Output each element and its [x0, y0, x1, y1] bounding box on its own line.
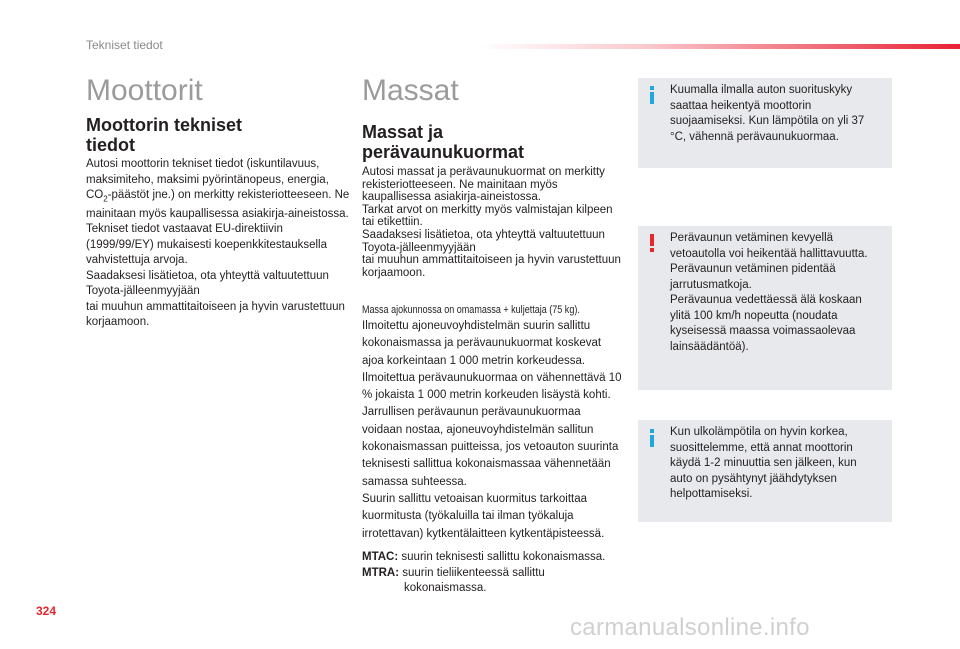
header-title: Tekniset tiedot: [86, 38, 163, 52]
subtitle-masses-line2: perävaunukuormat: [362, 142, 525, 162]
section-title-engines: Moottorit: [86, 74, 203, 107]
mtra-definition: [362, 566, 605, 582]
subtitle-engine-line2: tiedot: [86, 135, 135, 155]
mtac-text: suurin teknisesti sallittu kokonaismassa.: [401, 551, 606, 563]
mtra-text-2: kokonaismassa.: [404, 582, 487, 594]
header-accent-line: [480, 44, 960, 49]
page-number: 324: [36, 604, 57, 618]
mtra-label: MTRA:: [362, 566, 400, 579]
engine-para-sub: 2: [103, 194, 108, 204]
subtitle-engine-specs: [86, 115, 242, 155]
warning-icon: [648, 234, 656, 252]
note-box-hot-weather: [638, 78, 892, 168]
section-title-masses: Massat: [362, 74, 459, 107]
engine-para-post: -päästöt jne.) on merkitty rekisteriotteeseen. Ne mainitaan myös kaupallisessa asiakirja-aineistossa. Tekniset tiedot vastaavat EU-direktiivin (1999/99/EY) mukaisesti koepenkkitestauksella vahvistettuja arvoja. Saadaksesi lisätietoa, ota yhteyttä valtuutettuun Toyota-jälleenmyyjään tai muuhun ammattitaitoiseen ja hyvin varustettuun korjaamoon.: [86, 189, 350, 329]
note-text-engine-cooling: Kun ulkolämpötila on hyvin korkea, suosittelemme, että annat moottorin käydä 1-2 minuuttia sen jälkeen, kun auto on pysähtynyt jäähdytyksen helpottamiseksi.: [670, 426, 857, 500]
subtitle-masses: [362, 122, 524, 162]
towing-paragraph: Ilmoitettu ajoneuvoyhdistelmän suurin sallittu kokonaismassa ja perävaunukuormat koskevat ajoa korkeintaan 1 000 metrin korkeudessa. Ilmoitettua perävaunukuormaa on vähennettävä 10 % jokaista 1 000 metrin korkeuden lisäystä kohti. Jarrullisen perävaunun perävaunukuormaa voidaan nostaa, ajoneuvoyhdistelmän sallitun kokonaismassan puitteissa, jos vetoauton suurinta teknisesti sallittua kokonaismassaa vähennetään samassa suhteessa. Suurin sallittu vetoaisan kuormitus tarkoittaa kuormitusta (työkaluilla tai ilman työkaluja irrotettavan) kytkentälaitteen kytkentäpisteessä.: [362, 320, 622, 540]
engine-para-pre: Autosi moottorin tekniset tiedot (iskuntilavuus, maksimiteho, maksimi pyörintänopeus, energia, CO: [86, 158, 329, 201]
info-icon: [648, 429, 656, 447]
abbreviation-definitions: [362, 550, 605, 597]
info-icon: [648, 86, 656, 104]
note-box-towing-warning: [638, 226, 892, 390]
engine-specs-paragraph: [86, 157, 350, 331]
mtac-definition: [362, 550, 605, 566]
watermark: carmanualsonline.info: [570, 614, 810, 641]
kerb-mass-heading: Massa ajokunnossa on omamassa + kuljettaja (75 kg).: [362, 304, 580, 316]
subtitle-masses-line1: Massat ja: [362, 122, 444, 142]
note-box-engine-cooling: [638, 420, 892, 522]
mtac-label: MTAC:: [362, 551, 399, 563]
masses-paragraph: Autosi massat ja perävaunukuormat on merkitty rekisteriotteeseen. Ne mainitaan myös kaupallisessa asiakirja-aineistossa. Tarkat arvot on merkitty myös valmistajan kilpeen tai etikettiin. Saadaksesi lisätietoa, ota yhteyttä valtuutettuun Toyota-jälleenmyyjään tai muuhun ammattitaitoiseen ja hyvin varustettuun korjaamoon.: [362, 166, 621, 279]
mtra-text-1: suurin tieliikenteessä sallittu: [402, 566, 545, 579]
note-text-towing-warning: Perävaunun vetäminen kevyellä vetoautolla voi heikentää hallittavuutta. Perävaunun vetäminen pidentää jarrutusmatkoja. Perävaunua vedettäessä älä koskaan ylitä 100 km/h nopeutta (noudata kyseisessä maassa voimassaolevaa lainsäädäntöä).: [670, 232, 868, 353]
note-text-hot-weather: Kuumalla ilmalla auton suorituskyky saattaa heikentyä moottorin suojaamiseksi. Kun lämpötila on yli 37 °C, vähennä perävaunukuormaa.: [670, 84, 865, 143]
subtitle-engine-line1: Moottorin tekniset: [86, 115, 242, 135]
